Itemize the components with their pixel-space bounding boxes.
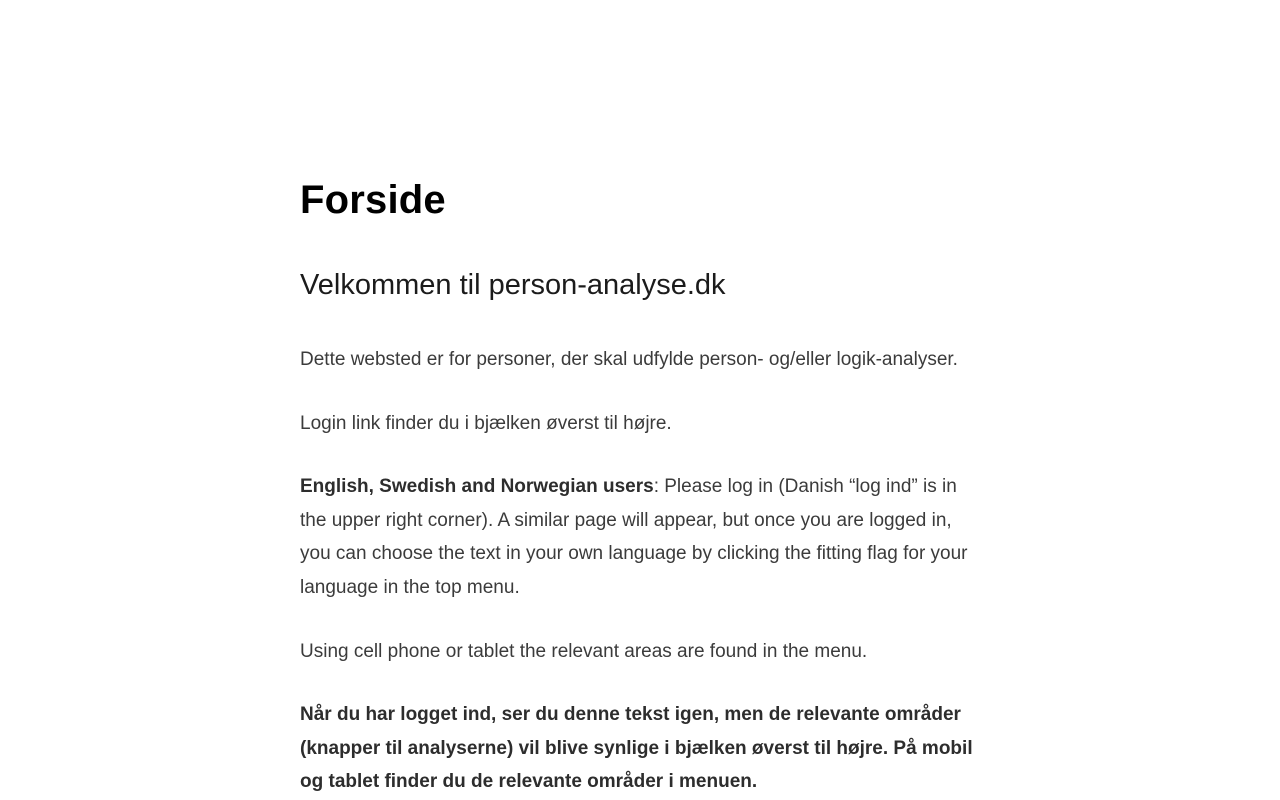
paragraph-login-hint — [300, 407, 980, 441]
paragraph-logged-in-info-text: Når du har logget ind, ser du denne tekst igen, men de relevante områder (knapper til analyserne) vil blive synlige i bjælken øverst til højre. På mobil og tablet finder du de relevante områder i menuen. — [300, 704, 973, 793]
paragraph-login-hint-text: Login link finder du i bjælken øverst til højre. — [300, 412, 672, 434]
paragraph-site-purpose-text: Dette websted er for personer, der skal udfylde person- og/eller logik-analyser. — [300, 349, 958, 370]
page-subtitle: Velkommen til person-analyse.dk — [300, 269, 726, 301]
paragraph-mobile-hint — [300, 635, 980, 669]
page-title: Forside — [300, 178, 446, 222]
paragraph-site-purpose — [300, 343, 980, 377]
paragraph-logged-in-info — [300, 698, 980, 799]
main-content — [300, 0, 980, 799]
paragraph-english-users-text: : Please log in (Danish “log ind” is in the upper right corner). A similar page will appear, but once you are logged in, you can choose the text in your own language by clicking the fitting flag for your language in the top menu. — [300, 476, 968, 598]
paragraph-english-users — [300, 470, 980, 604]
paragraph-english-users-bold: English, Swedish and Norwegian users — [300, 476, 654, 498]
paragraph-mobile-hint-text: Using cell phone or tablet the relevant areas are found in the menu. — [300, 640, 868, 662]
